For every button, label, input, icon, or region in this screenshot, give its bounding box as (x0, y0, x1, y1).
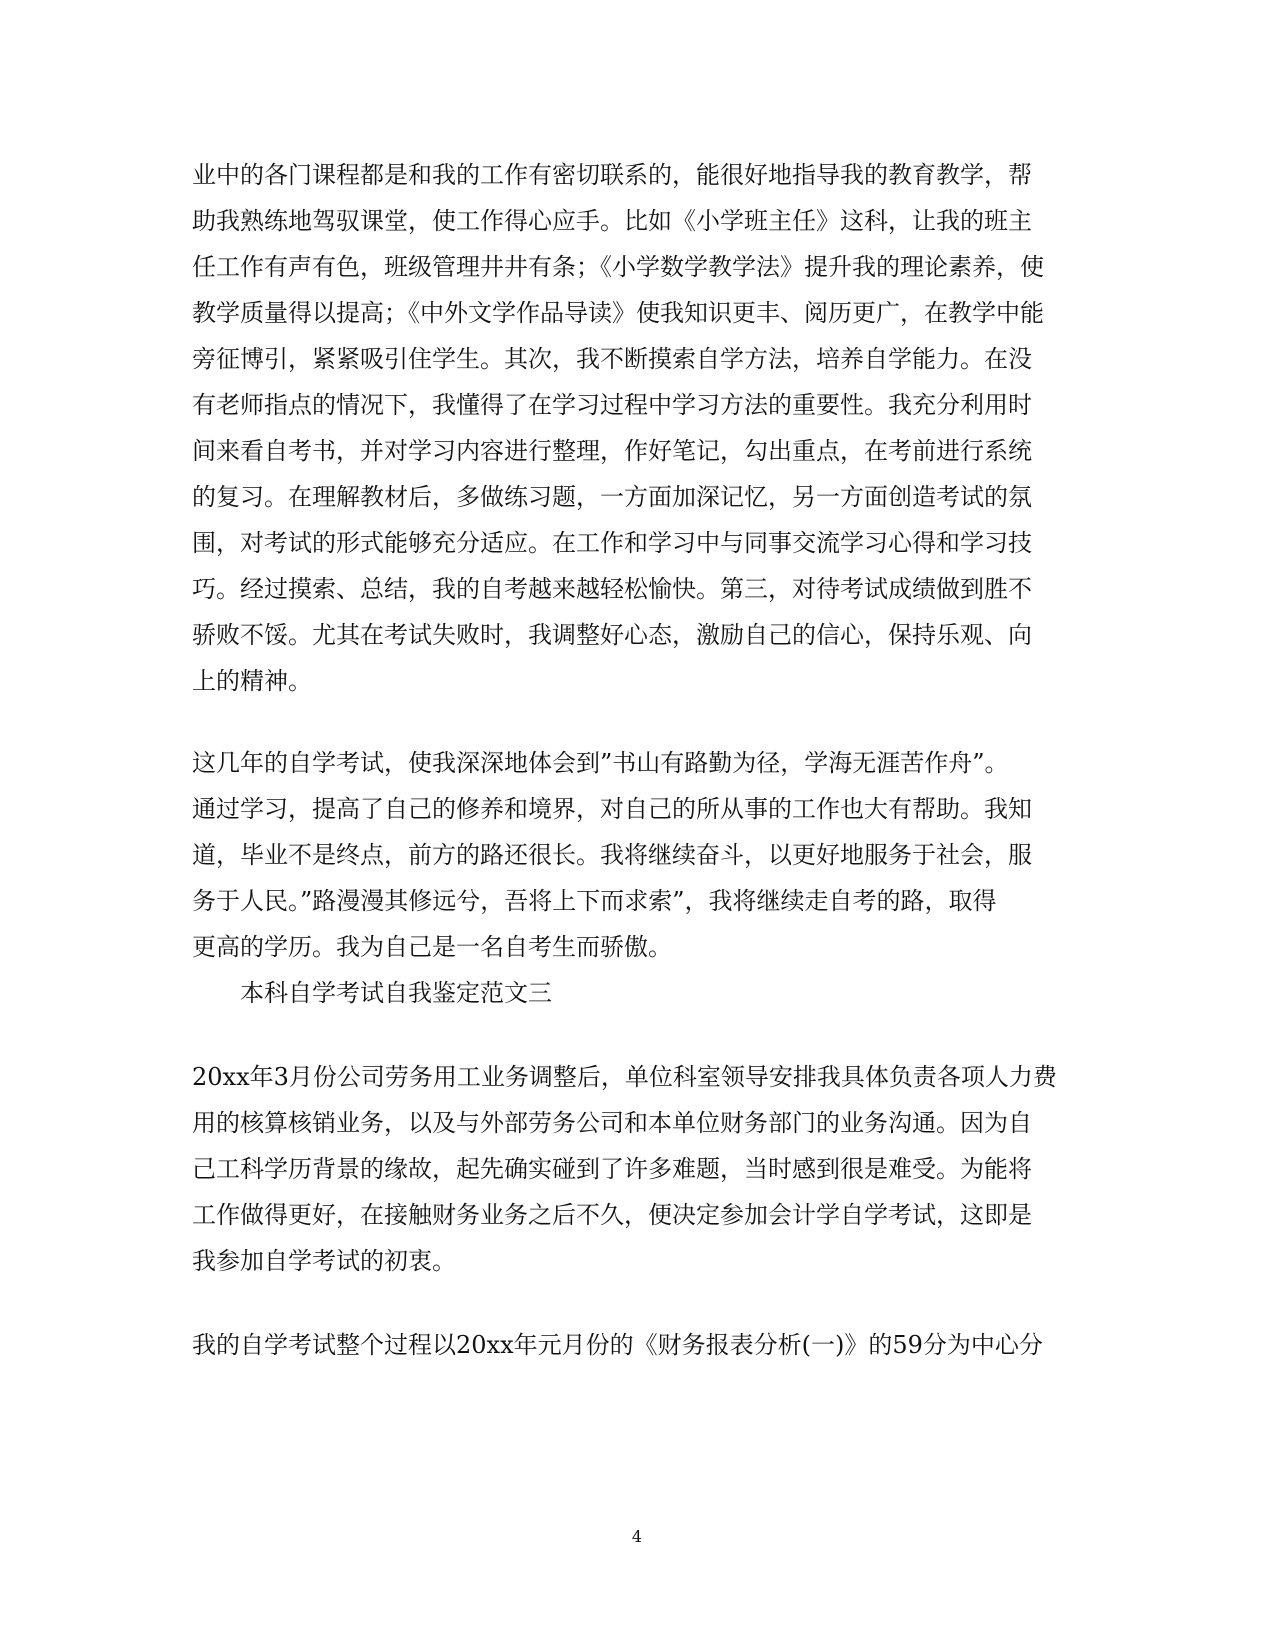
paragraph-1-line-8: 的复习。在理解教材后，多做练习题，一方面加深记忆，另一方面创造考试的氛 (192, 483, 1032, 511)
paragraph-1-line-12: 上的精神。 (192, 667, 312, 695)
paragraph-2-line-4: 务于人民。”路漫漫其修远兮，吾将上下而求索”，我将继续走自考的路，取得 (192, 887, 997, 915)
paragraph-3-line-2: 用的核算核销业务，以及与外部劳务公司和本单位财务部门的业务沟通。因为自 (192, 1109, 1032, 1137)
paragraph-1-line-2: 助我熟练地驾驭课堂，使工作得心应手。比如《小学班主任》这科，让我的班主 (192, 207, 1032, 235)
paragraph-1-line-1: 业中的各门课程都是和我的工作有密切联系的，能很好地指导我的教育教学，帮 (192, 161, 1032, 189)
paragraph-2-line-3: 道，毕业不是终点，前方的路还很长。我将继续奋斗，以更好地服务于社会，服 (192, 841, 1032, 869)
paragraph-3-line-5: 我参加自学考试的初衷。 (192, 1247, 456, 1275)
paragraph-4-line-1: 我的自学考试整个过程以20xx年元月份的《财务报表分析(一)》的59分为中心分 (192, 1331, 1043, 1359)
paragraph-3-line-3: 己工科学历背景的缘故，起先确实碰到了许多难题，当时感到很是难受。为能将 (192, 1155, 1032, 1183)
paragraph-2-line-2: 通过学习，提高了自己的修养和境界，对自己的所从事的工作也大有帮助。我知 (192, 795, 1032, 823)
paragraph-2-line-5: 更高的学历。我为自己是一名自考生而骄傲。 (192, 933, 672, 961)
paragraph-3-line-4: 工作做得更好，在接触财务业务之后不久，便决定参加会计学自学考试，这即是 (192, 1201, 1032, 1229)
paragraph-1-line-9: 围，对考试的形式能够充分适应。在工作和学习中与同事交流学习心得和学习技 (192, 529, 1032, 557)
paragraph-1-line-5: 旁征博引，紧紧吸引住学生。其次，我不断摸索自学方法，培养自学能力。在没 (192, 345, 1032, 373)
section-heading: 本科自学考试自我鉴定范文三 (240, 979, 552, 1007)
page-number: 4 (631, 1527, 643, 1546)
paragraph-1-line-11: 骄败不馁。尤其在考试失败时，我调整好心态，激励自己的信心，保持乐观、向 (192, 621, 1032, 649)
paragraph-1-line-6: 有老师指点的情况下，我懂得了在学习过程中学习方法的重要性。我充分利用时 (192, 391, 1032, 419)
paragraph-1-line-7: 间来看自考书，并对学习内容进行整理，作好笔记，勾出重点，在考前进行系统 (192, 437, 1032, 465)
paragraph-2-line-1: 这几年的自学考试，使我深深地体会到”书山有路勤为径，学海无涯苦作舟”。 (192, 749, 1009, 777)
paragraph-1-line-10: 巧。经过摸索、总结，我的自考越来越轻松愉快。第三，对待考试成绩做到胜不 (192, 575, 1032, 603)
paragraph-1-line-3: 任工作有声有色，班级管理井井有条；《小学数学教学法》提升我的理论素养，使 (192, 253, 1044, 281)
paragraph-1-line-4: 教学质量得以提高；《中外文学作品导读》使我知识更丰、阅历更广，在教学中能 (192, 299, 1044, 327)
paragraph-3-line-1: 20xx年3月份公司劳务用工业务调整后，单位科室领导安排我具体负责各项人力费 (192, 1063, 1057, 1091)
